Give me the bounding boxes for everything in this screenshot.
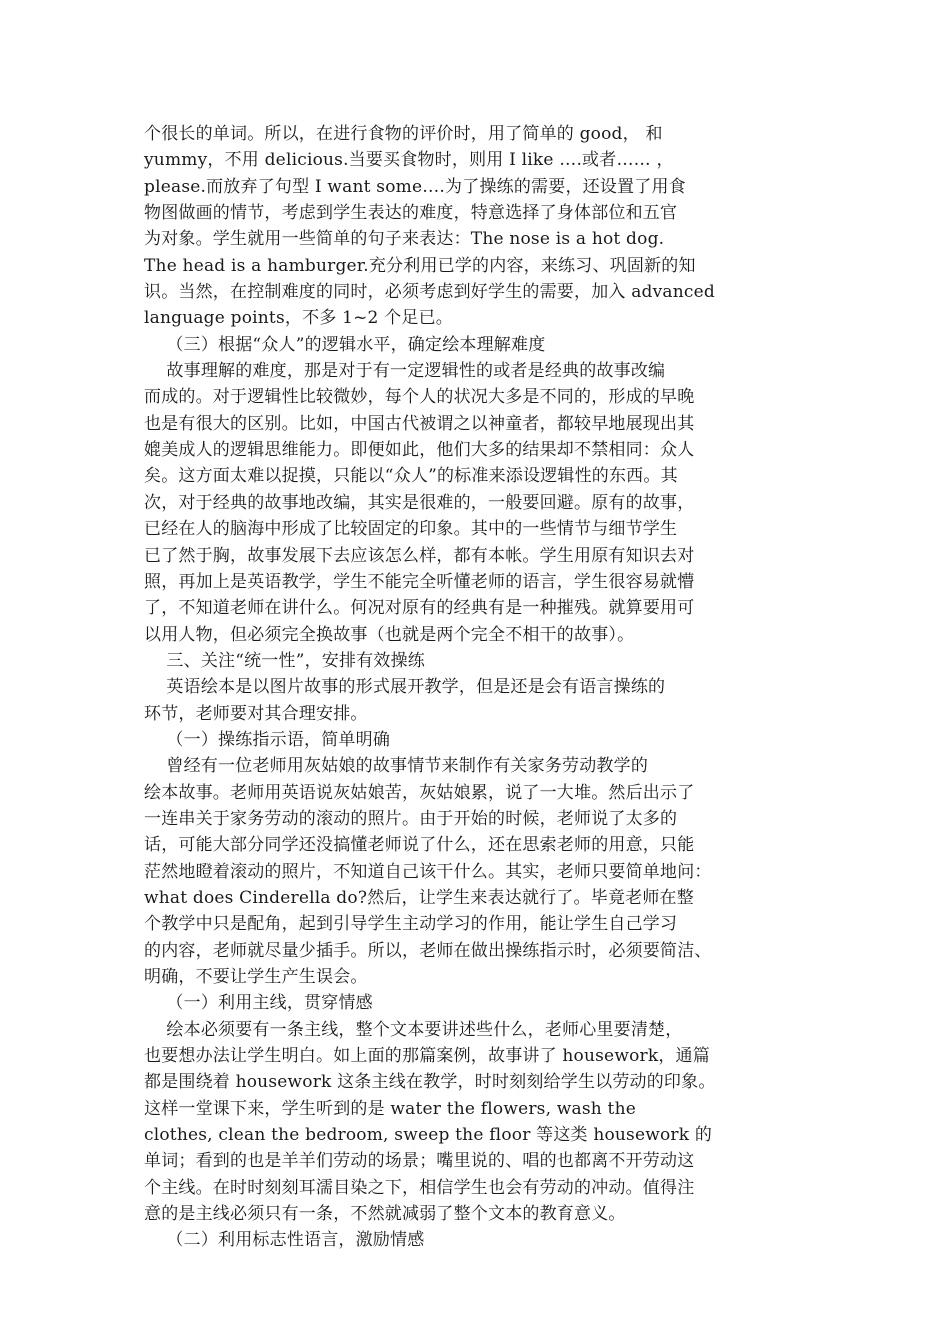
text-line: 绘本必须要有一条主线，整个文本要讲述些什么，老师心里要清楚， [144, 1019, 683, 1040]
section-heading: （二）利用标志性语言，激励情感 [144, 1230, 425, 1251]
text-line: 这样一堂课下来，学生听到的是 water the flowers, wash the [144, 1098, 636, 1119]
text-line: 次，对于经典的故事地改编，其实是很难的，一般要回避。原有的故事， [144, 492, 695, 513]
text-line: 也要想办法让学生明白。如上面的那篇案例，故事讲了 housework，通篇 [144, 1046, 710, 1067]
text-line: 照，再加上是英语教学，学生不能完全听懂老师的语言，学生很容易就懵 [144, 571, 695, 592]
text-line: The head is a hamburger.充分利用已学的内容，来练习、巩固新的知 [144, 255, 696, 276]
text-line: 一连串关于家务劳动的滚动的照片。由于开始的时候，老师说了太多的 [144, 808, 678, 829]
text-line: 明确，不要让学生产生误会。 [144, 967, 368, 987]
text-line: 茫然地瞪着滚动的照片，不知道自己该干什么。其实，老师只要简单地问： [144, 861, 712, 882]
text-line: clothes, clean the bedroom, sweep the floor 等这类 housework 的 [144, 1125, 713, 1146]
text-line: 都是围绕着 housework 这条主线在教学，时时刻刻给学生以劳动的印象。 [144, 1072, 716, 1093]
text-line: 故事理解的难度，那是对于有一定逻辑性的或者是经典的故事改编 [144, 361, 666, 382]
section-heading: （一）利用主线，贯穿情感 [144, 993, 373, 1014]
text-line: 个教学中只是配角，起到引导学生主动学习的作用，能让学生自己学习 [144, 914, 678, 935]
text-line: yummy，不用 delicious.当要买食物时，则用 I like ….或者…… ， [144, 150, 674, 171]
text-line: language points，不多 1~2 个足已。 [144, 308, 453, 329]
text-line: 媲美成人的逻辑思维能力。即便如此，他们大多的结果却不禁相同：众人 [144, 440, 695, 461]
text-line: 英语绘本是以图片故事的形式展开教学，但是还是会有语言操练的 [144, 677, 666, 698]
section-heading: （一）操练指示语，简单明确 [144, 729, 391, 750]
text-line: 的内容，老师就尽量少插手。所以，老师在做出操练指示时，必须要简洁、 [144, 940, 712, 961]
text-line: 环节，老师要对其合理安排。 [144, 703, 368, 724]
text-line: please.而放弃了句型 I want some….为了操练的需要，还设置了用食 [144, 176, 686, 197]
text-line: 而成的。对于逻辑性比较微妙，每个人的状况大多是不同的，形成的早晚 [144, 387, 695, 408]
section-heading: 三、关注“统一性”，安排有效操练 [144, 650, 425, 671]
text-line: 曾经有一位老师用灰姑娘的故事情节来制作有关家务劳动教学的 [144, 756, 649, 777]
text-line: 个很长的单词。所以，在进行食物的评价时，用了简单的 good， 和 [144, 124, 663, 144]
text-line: 已经在人的脑海中形成了比较固定的印象。其中的一些情节与细节学生 [144, 519, 678, 540]
section-heading: （三）根据“众人”的逻辑水平，确定绘本理解难度 [144, 334, 546, 355]
body-text [144, 121, 808, 1254]
text-line: 矣。这方面太难以捉摸，只能以“众人”的标准来添设逻辑性的东西。其 [144, 466, 678, 487]
text-line: what does Cinderella do?然后，让学生来表达就行了。毕竟老师在整 [144, 887, 694, 908]
text-line: 识。当然，在控制难度的同时，必须考虑到好学生的需要，加入 advanced [144, 282, 715, 303]
text-line: 以用人物，但必须完全换故事（也就是两个完全不相干的故事）。 [144, 624, 635, 645]
text-line: 也是有很大的区别。比如，中国古代被谓之以神童者，都较早地展现出其 [144, 413, 695, 434]
text-line: 物图做画的情节，考虑到学生表达的难度，特意选择了身体部位和五官 [144, 203, 678, 224]
text-line: 话，可能大部分同学还没搞懂老师说了什么，还在思索老师的用意，只能 [144, 835, 695, 856]
text-line: 意的是主线必须只有一条，不然就减弱了整个文本的教育意义。 [144, 1204, 626, 1225]
text-line: 已了然于胸，故事发展下去应该怎么样，都有本帐。学生用原有知识去对 [144, 545, 695, 566]
text-line: 绘本故事。老师用英语说灰姑娘苦，灰姑娘累，说了一大堆。然后出示了 [144, 782, 695, 803]
text-line: 为对象。学生就用一些简单的句子来表达：The nose is a hot dog. [144, 229, 665, 250]
text-line: 个主线。在时时刻刻耳濡目染之下，相信学生也会有劳动的冲动。值得注 [144, 1177, 695, 1198]
text-line: 了，不知道老师在讲什么。何况对原有的经典有是一种摧残。就算要用可 [144, 598, 695, 619]
text-line: 单词；看到的也是羊羊们劳动的场景；嘴里说的、唱的也都离不开劳动这 [144, 1151, 695, 1172]
